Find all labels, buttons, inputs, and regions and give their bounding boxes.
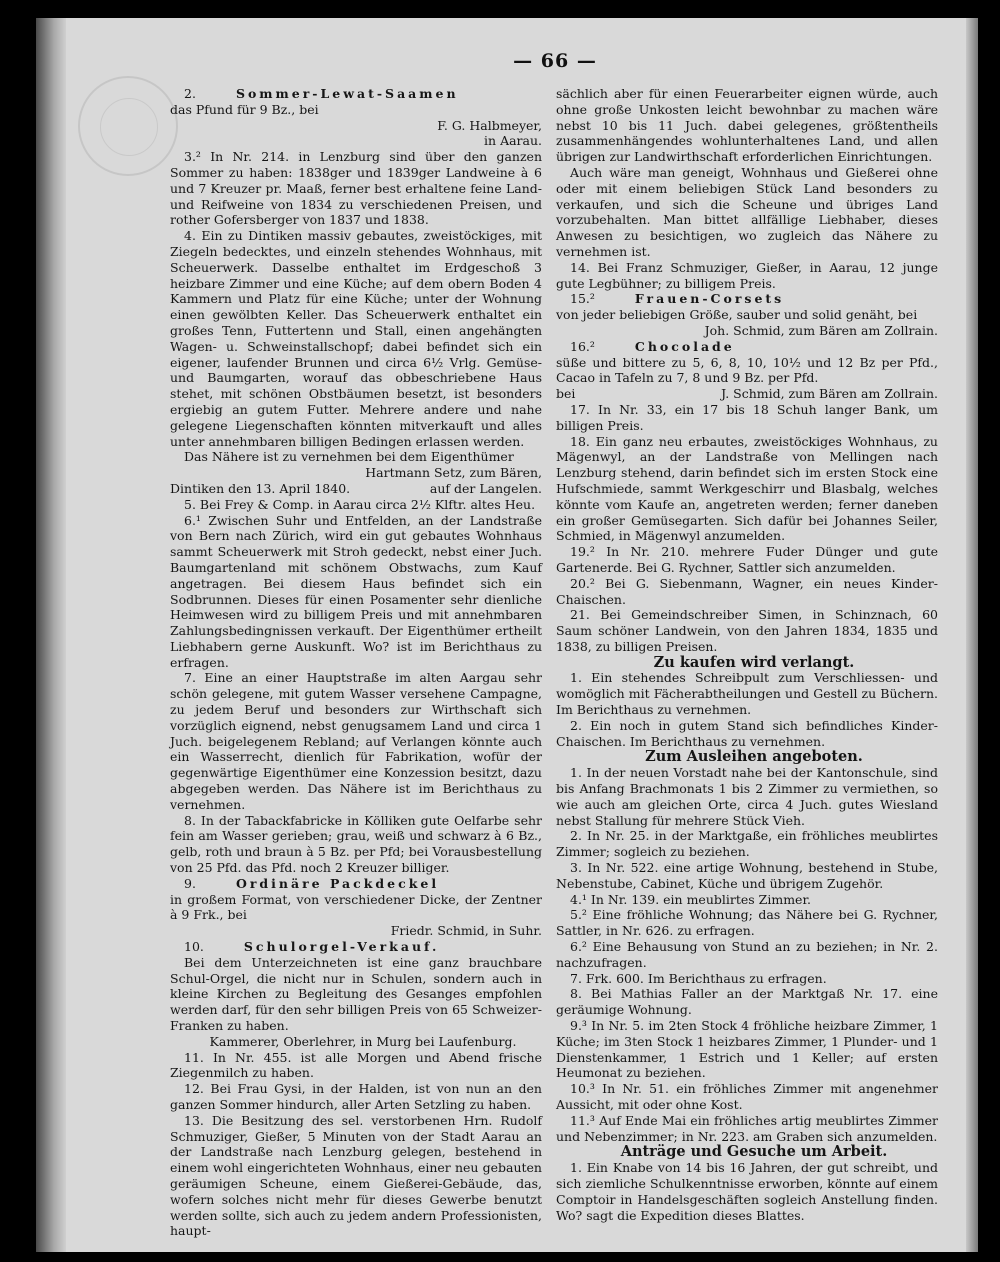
item-text: 13. Die Besitzung des sel. verstorbenen Hrn. Rudolf Schmuziger, Gießer, 5 Minuten von der Stadt Aarau an der Landstraße nach Lenzburg gelegen, bestehend in einem wohl eingerichteten Wohnhaus, einer neu gebauten geräumigen Scheune, einem Gießerei-Gebäude, das, wofern solches nicht mehr für dieses Gewerbe benutzt werden sollte, sich auch zu jedem andern Professionisten, haupt- (170, 1112, 542, 1239)
list-item: 11.³ Auf Ende Mai ein fröhliches artig meublirtes Zimmer und Nebenzimmer; in Nr. 223. am Graben sich anzumelden. (556, 1112, 938, 1144)
item-text: Das Nähere ist zu vernehmen bei dem Eigenthümer (184, 449, 514, 465)
list-item: 7. Frk. 600. Im Berichthaus zu erfragen. (570, 970, 827, 986)
list-item: 3. In Nr. 522. eine artige Wohnung, bestehend in Stube, Nebenstube, Cabinet, Küche und übrigem Zugehör. (556, 860, 938, 891)
section-title-ausleihen: Zum Ausleihen angeboten. (645, 748, 863, 766)
list-item: 4.¹ In Nr. 139. ein meublirtes Zimmer. (570, 891, 812, 907)
item-text: 19.² In Nr. 210. mehrere Fuder Dünger und gute Gartenerde. Bei G. Rychner, Sattler sich anzumelden. (556, 544, 938, 575)
item-text: 4. Ein zu Dintiken massiv gebautes, zweistöckiges, mit Ziegeln bedecktes, und einzeln stehendes Wohnhaus, mit Scheuerwerk. Dasselbe enthaltet im Erdgeschoß 3 heizbare Zimmer und eine Küche; auf dem obern Boden 4 Kammern und Platz für eine Küche; unter der Wohnung einen gewölbten Keller. Das Scheuerwerk enthaltet ein großes Tenn, Futtertenn und Stall, einen angehängten Wagen- u. Schweinstallschopf; dabei befindet sich ein eigener, laufender Brunnen und circa 6½ Vrlg. Gemüse- und Baumgarten, worauf das obbeschriebene Haus stehet, mit schönen Obstbäumen besetzt, ist besonders ergiebig an gutem Futter. Mehrere andere und nahe gelegene Liegenschaften könnten mitverkauft und alles unter annehmbaren billigen Bedingen erlassen werden. (170, 228, 542, 449)
item-text: 6.¹ Zwischen Suhr und Entfelden, an der Landstraße von Bern nach Zürich, wird ein gut gebautes Wohnhaus sammt Scheuerwerk mit Stroh gedeckt, nebst einer Juch. Baumgartenland mit schönem Obstwachs, zum Kauf angetragen. Bei diesem Haus befindet sich ein Sodbrunnen. Dieses für einen Posamenter sehr dienliche Heimwesen wird zu billigem Preis und mit annehmbaren Zahlungsbedingnissen verkauft. Der Eigenthümer ertheilt Liebhabern gerne Auskunft. Wo? ist im Berichthaus zu erfragen. (170, 512, 542, 670)
item-text: 8. In der Tabackfabricke in Kölliken gute Oelfarbe sehr fein am Wasser gerieben; grau, weiß und schwarz à 6 Bz., gelb, roth und braun à 5 Bz. per Pfd; bei Vorausbestellung von 25 Pfd. das Pfd. noch 2 Kreuzer billiger. (170, 812, 542, 876)
item-text: süße und bittere zu 5, 6, 8, 10, 10½ und 12 Bz per Pfd., Cacao in Tafeln zu 7, 8 und 9 Bz. per Pfd. (556, 354, 938, 386)
item-text: 11. In Nr. 455. ist alle Morgen und Abend frische Ziegenmilch zu haben. (170, 1049, 542, 1081)
list-item: 2. In Nr. 25. in der Marktgaße, ein fröhliches meublirtes Zimmer; sogleich zu beziehen. (556, 828, 938, 860)
section-title-kaufen: Zu kaufen wird verlangt. (653, 653, 855, 671)
right-column (556, 86, 938, 1223)
library-stamp (78, 76, 178, 176)
item-signature: Joh. Schmid, zum Bären am Zollrain. (704, 322, 938, 338)
item-text: in großem Format, von verschiedener Dicke, der Zentner à 9 Frk., bei (170, 891, 542, 923)
page-edge (966, 18, 978, 1252)
list-item: 8. Bei Mathias Faller an der Marktgaß Nr. 17. eine geräumige Wohnung. (556, 986, 938, 1018)
list-item: 2. Ein noch in gutem Stand sich befindliches Kinder-Chaischen. Im Berichthaus zu vernehmen. (556, 717, 938, 749)
list-item: 5.² Eine fröhliche Wohnung; das Nähere bei G. Rychner, Sattler, in Nr. 626. zu erfragen. (556, 907, 938, 939)
page-number: — 66 — (513, 50, 597, 72)
item-text: 14. Bei Franz Schmuziger, Gießer, in Aarau, 12 junge gute Legbühner; zu billigem Preis. (556, 259, 938, 291)
item-text: 5. Bei Frey & Comp. in Aarau circa 2½ Klftr. altes Heu. (184, 496, 536, 512)
item-heading: 9. Ordinäre Packdeckel (184, 875, 440, 891)
item-heading: 15.² Frauen-Corsets (570, 291, 785, 307)
item-signature: Hartmann Setz, zum Bären, (365, 465, 542, 481)
list-item: 9.³ In Nr. 5. im 2ten Stock 4 fröhliche heizbare Zimmer, 1 Küche; im 3ten Stock 1 heizbares Zimmer, 1 Plunder- und 1 Dienstenkammer, 1 Estrich und 1 Keller; auf ersten Heumonat zu beziehen. (556, 1018, 938, 1081)
item-text: Auch wäre man geneigt, Wohnhaus und Gießerei ohne oder mit einem beliebigen Stück Land besonders zu verkaufen, und sich die Scheune und übriges Land vorzubehalten. Man bittet allfällige Liebhaber, dieses Anwesen zu besichtigen, wo zugleich das Nähere zu vernehmen ist. (556, 164, 938, 259)
list-item: 1. In der neuen Vorstadt nahe bei der Kantonschule, sind bis Anfang Brachmonats 1 bis 2 Zimmer zu vermiethen, so wie auch am gleichen Orte, circa 4 Juch. gutes Wiesland nebst Stallung für mehrere Stück Vieh. (556, 765, 938, 828)
item-text: 21. Bei Gemeindschreiber Simen, in Schinznach, 60 Saum schöner Landwein, von den Jahren 1834, 1835 und 1838, zu billigen Preisen. (556, 607, 938, 654)
left-column (170, 86, 542, 1239)
list-item: 10.³ In Nr. 51. ein fröhliches Zimmer mit angenehmer Aussicht, mit oder ohne Kost. (556, 1081, 938, 1112)
item-heading: 16.² Chocolade (570, 338, 735, 354)
section-title-arbeit: Anträge und Gesuche um Arbeit. (620, 1143, 888, 1161)
item-signature-place: in Aarau. (484, 133, 542, 149)
item-text: von jeder beliebigen Größe, sauber und solid genäht, bei (556, 307, 918, 323)
item-text: Bei dem Unterzeichneten ist eine ganz brauchbare Schul-Orgel, die nicht nur in Schulen, sondern auch in kleine Kirchen zu Begleitung des Gesanges empfohlen werden darf, für den sehr billigen Preis von 65 Schweizer-Franken zu haben. (170, 954, 542, 1034)
page-fold-shadow (36, 18, 66, 1252)
item-text: 7. Eine an einer Hauptstraße im alten Aargau sehr schön gelegene, mit gutem Wasser versehene Campagne, zu jedem Beruf und besonders zur Wirthschaft sich vorzüglich eignend, nebst genugsamem Land und circa 1 Juch. beigelegenem Rebland; auf Verlangen könnte auch ein Wasserrecht, dienlich für Fabrikation, wofür der gegenwärtige Eigenthümer eine Konzession besitzt, dazu abgegeben werden. Das Nähere ist im Berichthaus zu vernehmen. (170, 670, 542, 812)
item-signature: Friedr. Schmid, in Suhr. (390, 923, 542, 939)
list-item: 1. Ein stehendes Schreibpult zum Verschliessen- und womöglich mit Fächerabtheilungen und Gestell zu Büchern. Im Berichthaus zu vernehmen. (556, 670, 938, 718)
item-text: das Pfund für 9 Bz., bei (170, 101, 319, 117)
item-text: 18. Ein ganz neu erbautes, zweistöckiges Wohnhaus, zu Mägenwyl, an der Landstraße von Mellingen nach Lenzburg stehend, darin befindet sich im ersten Stock eine Hufschmiede, sammt Werkgeschirr und Blasbalg, welches könnte vom Kaufe an, angetreten werden; ferner daneben ein großer Gemüsegarten. Sich dafür bei Johannes Seiler, Schmied, in Mägenwyl anzumelden. (556, 433, 938, 544)
item-text: sächlich aber für einen Feuerarbeiter eignen würde, auch ohne große Unkosten leicht bewohnbar zu machen wäre nebst 10 bis 11 Juch. dabei gelegenes, größtentheils zusammenhängendes wohlunterhaltenes Land, und allen übrigen zur Landwirthschaft erforderlichen Einrichtungen. (556, 86, 938, 165)
item-heading: 2. Sommer-Lewat-Saamen (184, 86, 459, 101)
item-text: 17. In Nr. 33, ein 17 bis 18 Schuh langer Bank, um billigen Preis. (556, 401, 938, 433)
list-item: 1. Ein Knabe von 14 bis 16 Jahren, der gut schreibt, und sich ziemliche Schulkenntnisse erworben, könnte auf einem Comptoir in Handelsgeschäften sogleich Anstellung finden. Wo? sagt die Expedition dieses Blattes. (556, 1160, 938, 1223)
item-signature: Kammerer, Oberlehrer, in Murg bei Laufenburg. (209, 1033, 517, 1049)
list-item: 6.² Eine Behausung von Stund an zu beziehen; in Nr. 2. nachzufragen. (556, 939, 938, 970)
item-text: 12. Bei Frau Gysi, in der Halden, ist von nun an den ganzen Sommer hindurch, aller Arten Setzling zu haben. (170, 1081, 542, 1112)
item-heading: 10. Schulorgel-Verkauf. (184, 939, 440, 955)
item-text: 20.² Bei G. Siebenmann, Wagner, ein neues Kinder-Chaischen. (556, 575, 938, 607)
item-text: 3.² In Nr. 214. in Lenzburg sind über den ganzen Sommer zu haben: 1838ger und 1839ger Landweine à 6 und 7 Kreuzer pr. Maaß, ferner best erhaltene feine Land- und Reifweine von 1834 zu verschiedenen Preisen, und rother Gofersberger von 1837 und 1838. (170, 149, 542, 228)
item-dateline: Dintiken den 13. April 1840. auf der Langelen. (170, 480, 542, 496)
item-signature: bei J. Schmid, zum Bären am Zollrain. (556, 386, 938, 402)
item-signature: F. G. Halbmeyer, (437, 117, 542, 133)
